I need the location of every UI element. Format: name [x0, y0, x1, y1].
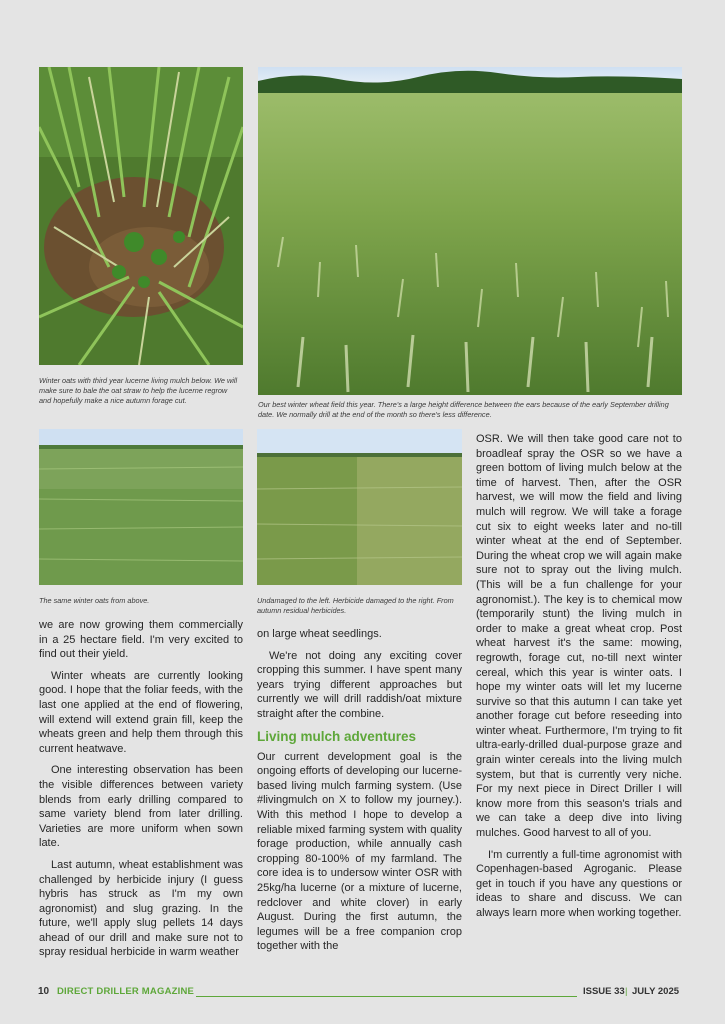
article-column-2: [257, 627, 462, 961]
paragraph: We're not doing any exciting cover cropping this summer. I have spent many years trying different approaches but currently we will drill raddish/oat mixture straight after the combine.: [257, 649, 462, 720]
wheat-field-image: [258, 67, 682, 395]
herbicide-image: [257, 429, 462, 585]
article-column-3: [476, 432, 682, 928]
paragraph: on large wheat seedlings.: [257, 628, 382, 640]
paragraph: we are now growing them commercially in a 25 hectare field. I'm very excited to find out their yield.: [39, 619, 243, 661]
caption-herbicide: Undamaged to the left. Herbicide damaged to the right. From autumn residual herbicides.: [257, 596, 454, 615]
paragraph: Our current development goal is the ongoing efforts of developing our lucerne-based living mulch farming system. (Use #livingmulch on X to follow my journey.). With this method I hope to develop a reliable mixed farming system with quality forage production, while annually cash cropping 80-100% of my farmland. The core idea is to undersow winter OSR with 25kg/ha lucerne (or a mixture of lucerne, redclover and white clover) in early August. During the first autumn, the legumes will be a free companion crop together with the: [257, 750, 462, 953]
paragraph: Winter wheats are currently looking good. I hope that the foliar feeds, with the last one applied at the end of flowering, will extend will extend grain fill, keep the wheats green and help them through this current heatwave.: [39, 669, 243, 755]
paragraph: One interesting observation has been the visible differences between variety blends from early drilling compared to same variety blend from later drilling. Varieties are more uniform when sown late.: [39, 764, 243, 850]
oats-lucerne-image: [39, 67, 243, 365]
magazine-name: DIRECT DRILLER MAGAZINE: [57, 986, 195, 997]
footer-separator: |: [625, 986, 628, 997]
photo-herbicide: [257, 429, 462, 585]
caption-oats-above: The same winter oats from above.: [39, 596, 150, 605]
page-footer: [0, 984, 725, 1002]
caption-wheat-field: Our best winter wheat field this year. There's a large height difference between the ears because of the early September drilling date. We normally drill at the end of the month so there's less difference.: [258, 400, 669, 419]
oats-above-image: [39, 429, 243, 585]
photo-oats-above: [39, 429, 243, 585]
footer-rule: [196, 996, 577, 997]
article-column-1: [39, 618, 243, 967]
photo-oats-lucerne: [39, 67, 243, 365]
issue-number: ISSUE 33: [583, 986, 625, 997]
caption-oats-lucerne: Winter oats with third year lucerne living mulch below. We will make sure to bale the oat straw to help the lucerne regrow and hopefully make a nice autumn forage cut.: [39, 376, 238, 405]
paragraph: I'm currently a full-time agronomist with Copenhagen-based Agroganic. Please get in touch if you have any questions or ideas to share and discuss. We can always learn more when working together.: [476, 848, 682, 919]
section-heading: Living mulch adventures: [257, 728, 417, 744]
paragraph: Last autumn, wheat establishment was challenged by herbicide injury (I guess hybris has struck as I'm my own agronomist) and slug grazing. In the future, we'll apply slug pellets 14 days ahead of our drill and make sure not to spray residual herbicide in warm weather: [39, 858, 243, 959]
paragraph: OSR. We will then take good care not to broadleaf spray the OSR so we have a green bottom of living mulch below at the time of harvest. Then, after the OSR harvest, we will mow the field and living mulch will regrow. We will take a forage cut six to eight weeks later and no-till winter wheat at the end of September. During the wheat crop we will again make sure not to spray out the living mulch. (This will be a fun challenge for your agronomist.). The key is to chemical mow (temporarily stunt) the living mulch in order to make a great wheat crop. Post wheat harvest it's the same: mowing, regrowth, forage cut, no-till next winter cereal, which this year is winter oats. I hope my winter oats will let my lucerne survive so that this autumn I can take yet another forage cut before reseeding into winter wheat. Furthermore, I'm trying to fit ultra-early-drilled dual-purpose graze and grain winter cereals into the living mulch system, but that is currently very niche. For my next piece in Direct Driller I will know more from this season's trials and we can take a deep dive into living mulches. Good harvest to all of you.: [476, 433, 682, 840]
photo-wheat-field: [258, 67, 682, 395]
page-number: 10: [38, 986, 50, 997]
issue-date: JULY 2025: [632, 986, 680, 997]
